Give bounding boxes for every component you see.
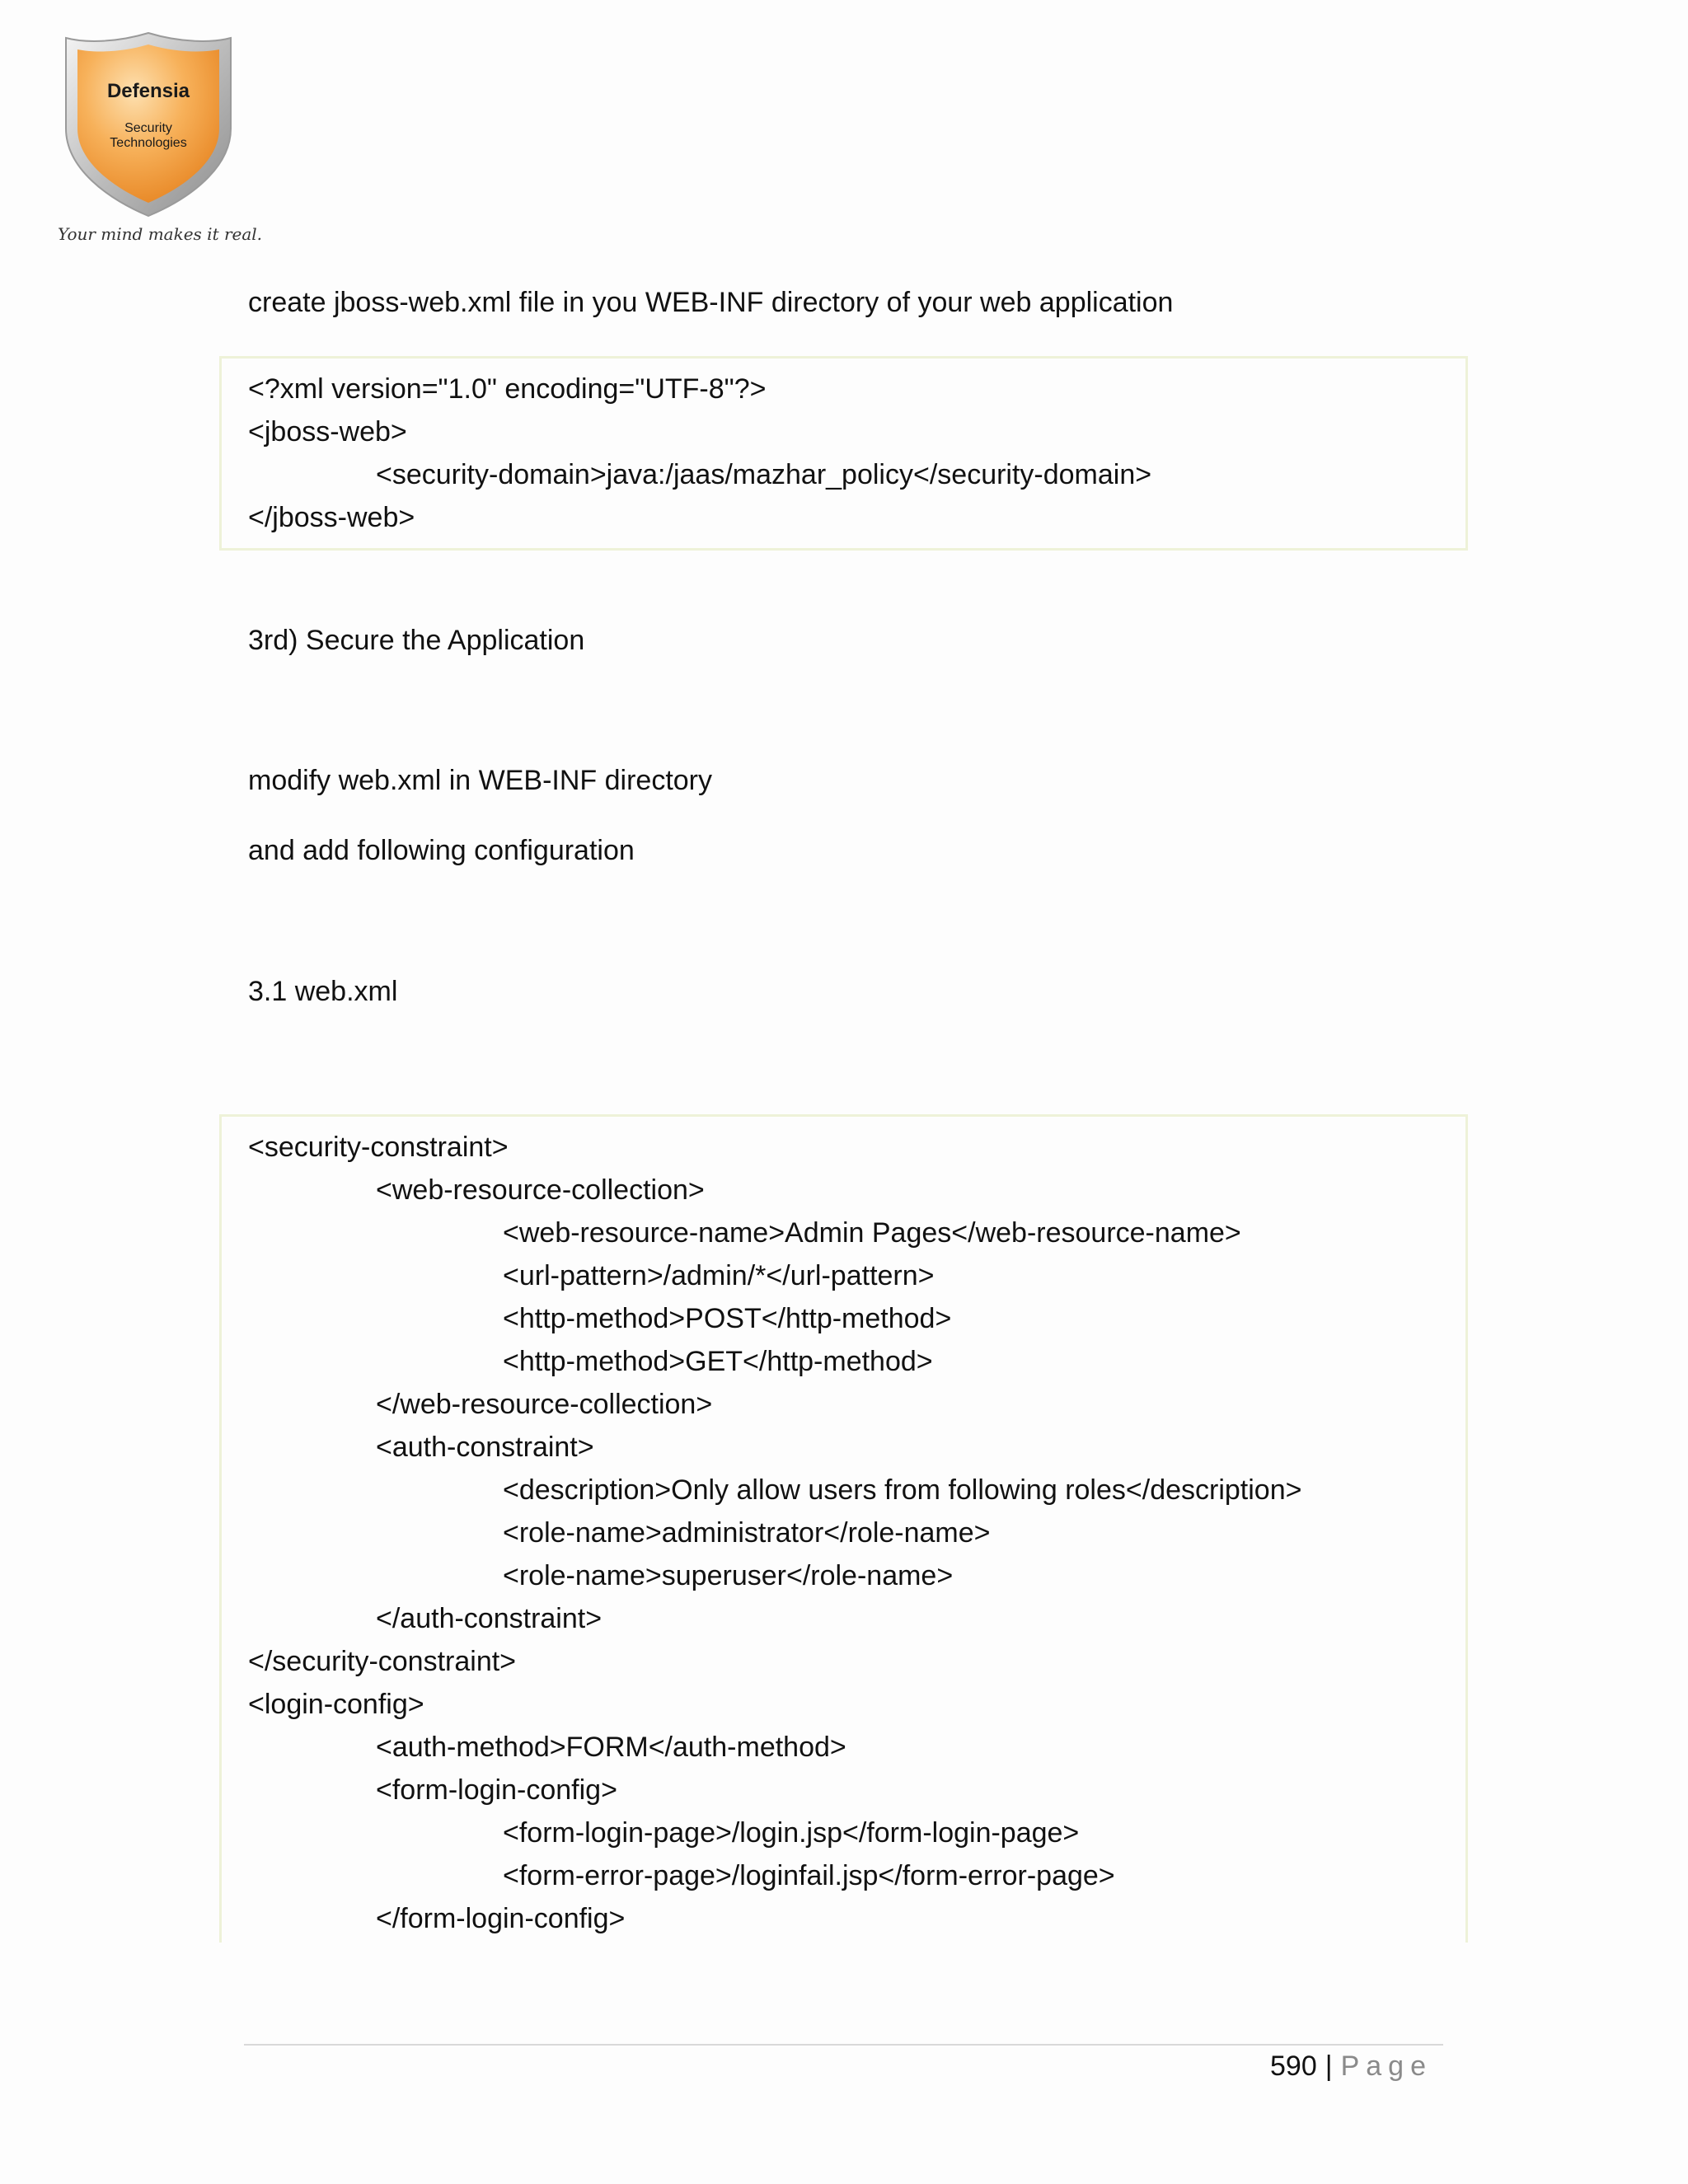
code-line: <role-name>administrator</role-name> bbox=[503, 1517, 991, 1549]
company-logo bbox=[58, 30, 263, 256]
code-line: <description>Only allow users from following roles</description> bbox=[503, 1474, 1302, 1506]
code-line: <http-method>GET</http-method> bbox=[503, 1346, 933, 1377]
code-line: </web-resource-collection> bbox=[376, 1389, 713, 1420]
intro-paragraph: create jboss-web.xml file in you WEB-INF directory of your web application bbox=[248, 287, 1174, 318]
code-line: </auth-constraint> bbox=[376, 1603, 603, 1634]
code-line: <role-name>superuser</role-name> bbox=[503, 1560, 954, 1591]
subsection-heading: 3.1 web.xml bbox=[248, 976, 398, 1007]
shield-emblem bbox=[58, 30, 239, 219]
footer-divider bbox=[244, 2044, 1443, 2046]
add-config-paragraph: and add following configuration bbox=[248, 835, 635, 866]
logo-tagline: Your mind makes it real. bbox=[58, 224, 263, 244]
page-footer bbox=[1270, 2052, 1432, 2080]
logo-brand: Defensia bbox=[106, 80, 190, 102]
section-heading: 3rd) Secure the Application bbox=[248, 625, 585, 656]
code-line: </jboss-web> bbox=[248, 502, 415, 533]
code-line: <form-login-config> bbox=[376, 1774, 617, 1806]
code-line: <login-config> bbox=[248, 1689, 424, 1720]
web-xml-code-box bbox=[219, 1114, 1468, 1943]
code-line: <web-resource-collection> bbox=[376, 1174, 705, 1206]
code-line: <security-constraint> bbox=[248, 1132, 509, 1163]
code-line: </form-login-config> bbox=[376, 1903, 626, 1934]
code-line: <auth-constraint> bbox=[376, 1432, 594, 1463]
code-line: <form-error-page>/loginfail.jsp</form-error-page> bbox=[503, 1860, 1115, 1891]
code-line: <http-method>POST</http-method> bbox=[503, 1303, 952, 1334]
code-line: </security-constraint> bbox=[248, 1646, 517, 1677]
code-line: <?xml version="1.0" encoding="UTF-8"?> bbox=[248, 373, 767, 405]
jboss-web-code-box bbox=[219, 356, 1468, 551]
modify-paragraph: modify web.xml in WEB-INF directory bbox=[248, 765, 712, 796]
code-line: <security-domain>java:/jaas/mazhar_policy</security-domain> bbox=[376, 459, 1152, 490]
logo-line2: Technologies bbox=[110, 136, 187, 150]
logo-line1: Security bbox=[124, 121, 172, 135]
page-number: 590 bbox=[1270, 2050, 1317, 2082]
code-line: <url-pattern>/admin/*</url-pattern> bbox=[503, 1260, 935, 1291]
code-line: <auth-method>FORM</auth-method> bbox=[376, 1732, 846, 1763]
code-line: <web-resource-name>Admin Pages</web-resource-name> bbox=[503, 1217, 1241, 1249]
page-label: Page bbox=[1340, 2050, 1432, 2082]
code-line: <form-login-page>/login.jsp</form-login-page> bbox=[503, 1817, 1080, 1849]
footer-separator: | bbox=[1325, 2050, 1333, 2082]
code-line: <jboss-web> bbox=[248, 416, 407, 448]
